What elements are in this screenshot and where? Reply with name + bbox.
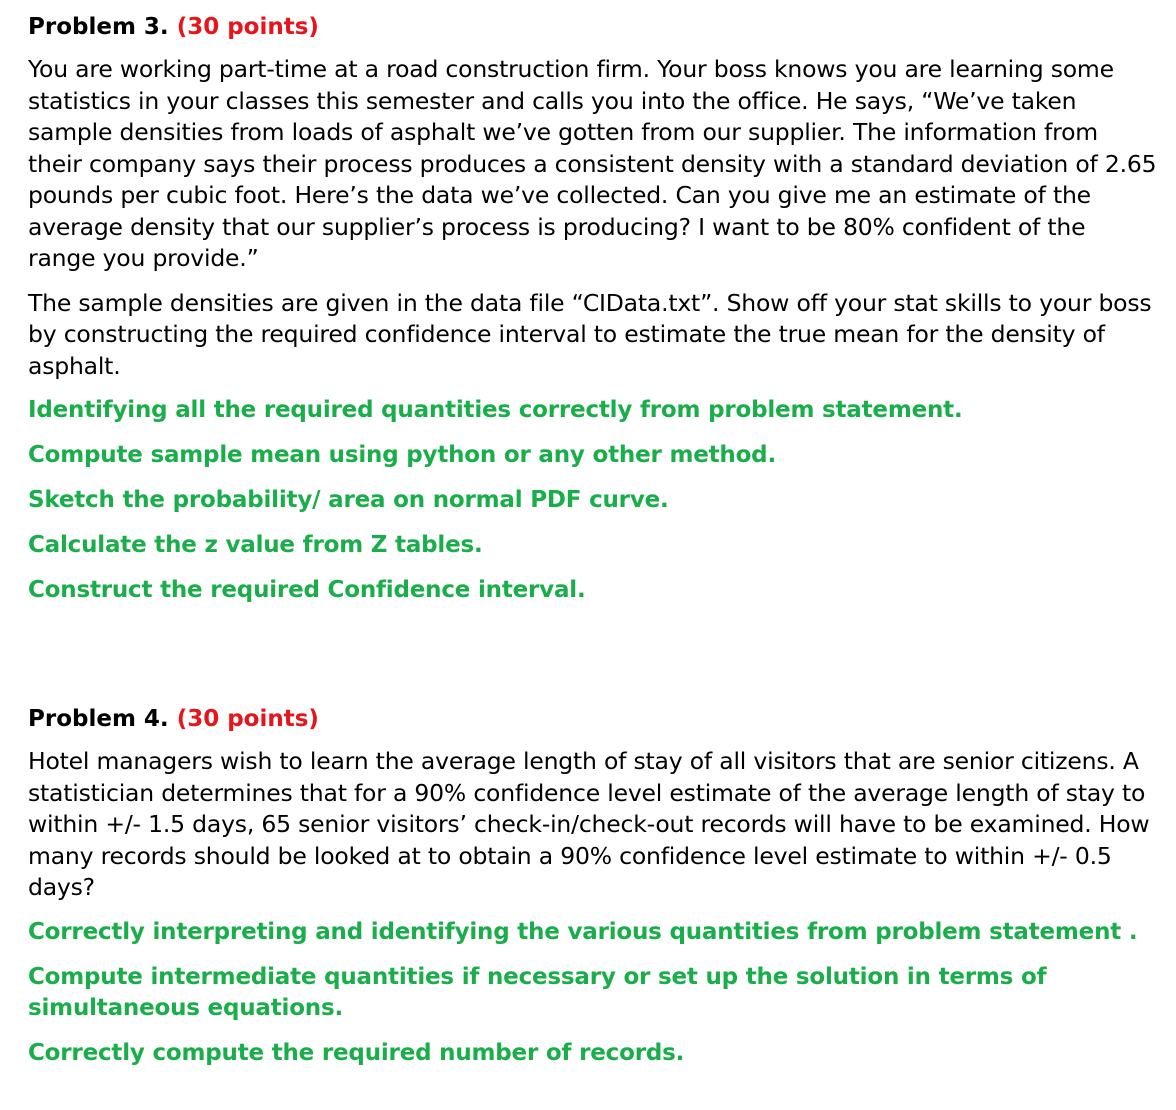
problem-3-section — [28, 10, 1158, 606]
document-page — [28, 10, 1158, 1083]
problem-4-rubric-item-1: Correctly interpreting and identifying the various quantities from problem statement . — [28, 918, 1138, 945]
problem-3-paragraph-1: You are working part-time at a road construction firm. Your boss knows you are learning some statistics in your classes this semester and calls you into the office. He says, “We’ve taken sample densities from loads of asphalt we’ve gotten from our supplier. The information from their company says their process produces a consistent density with a standard deviation of 2.65 pounds per cubic foot. Here’s the data we’ve collected. Can you give me an estimate of the average density that our supplier’s process is producing? I want to be 80% confident of the range you provide.” — [28, 55, 1157, 272]
problem-4-rubric-list — [28, 917, 1158, 1069]
problem-3-rubric-item-5: Construct the required Confidence interval. — [28, 577, 586, 603]
problem-3-rubric-item-3: Sketch the probability/ area on normal PDF curve. — [28, 487, 669, 513]
problem-4-heading — [28, 702, 1158, 736]
problem-3-label: Problem 3. — [28, 14, 169, 40]
problem-3-rubric-item-2: Compute sample mean using python or any other method. — [28, 442, 776, 468]
problem-4-section — [28, 702, 1158, 1069]
problem-3-rubric-item-1: Identifying all the required quantities correctly from problem statement. — [28, 397, 963, 423]
problem-3-rubric-item-4: Calculate the z value from Z tables. — [28, 532, 483, 558]
problem-4-rubric-item-3: Correctly compute the required number of records. — [28, 1039, 685, 1066]
problem-3-heading — [28, 10, 1158, 44]
problem-3-paragraph-2: The sample densities are given in the data file “CIData.txt”. Show off your stat skills to your boss by constructing the required confidence interval to estimate the true mean for the density of asphalt. — [28, 288, 1152, 380]
problem-4-paragraph-1: Hotel managers wish to learn the average length of stay of all visitors that are senior citizens. A statistician determines that for a 90% confidence level estimate of the average length of stay to within +/- 1.5 days, 65 senior visitors’ check-in/check-out records will have to be examined. How many records should be looked at to obtain a 90% confidence level estimate to within +/- 0.5 days? — [28, 747, 1150, 901]
problem-4-label: Problem 4. — [28, 706, 169, 732]
problem-4-rubric-item-2: Compute intermediate quantities if necessary or set up the solution in terms of simultaneous equations. — [28, 963, 1047, 1021]
problem-4-points: (30 points) — [176, 706, 319, 732]
section-spacer — [28, 620, 1158, 702]
problem-3-points: (30 points) — [176, 14, 319, 40]
problem-3-rubric-list — [28, 395, 1158, 606]
